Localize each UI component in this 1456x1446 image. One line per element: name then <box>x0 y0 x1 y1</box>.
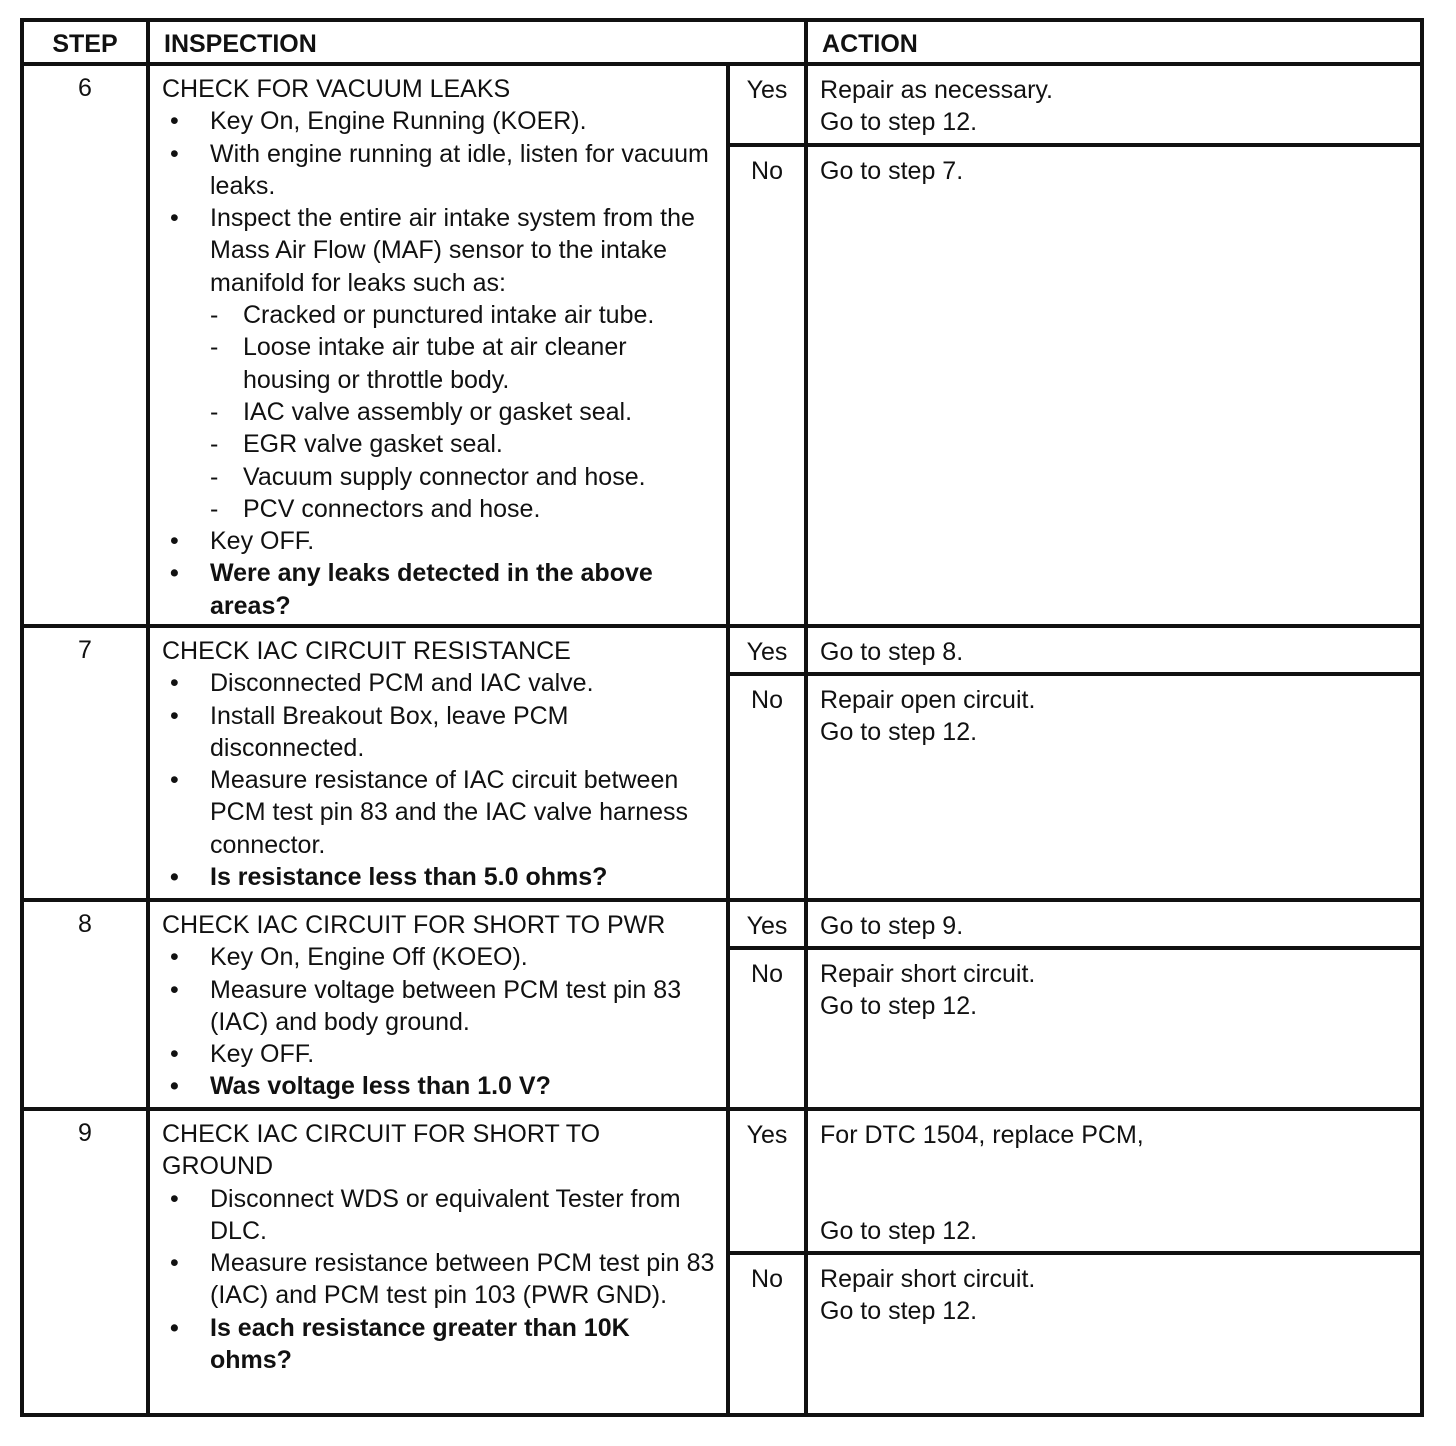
bullet-icon: • <box>170 1072 179 1101</box>
action-line: Go to step 8. <box>820 638 964 666</box>
inspection-header: INSPECTION <box>148 20 806 64</box>
inspection-item: • Inspect the entire air intake system from the Mass Air Flow (MAF) sensor to the intake manifold for leaks such as: <box>162 202 716 299</box>
dash-icon: - <box>210 430 219 459</box>
inspection-subitem: - PCV connectors and hose. <box>210 493 716 525</box>
bullet-icon: • <box>170 1313 179 1342</box>
inspection-cell <box>148 64 728 626</box>
bullet-icon: • <box>170 527 179 556</box>
action-line: Repair open circuit. <box>820 686 1036 714</box>
bullet-icon: • <box>170 559 179 588</box>
inspection-subitem: - Vacuum supply connector and hose. <box>210 461 716 493</box>
inspection-item: • Disconnected PCM and IAC valve. <box>162 667 716 699</box>
inspection-subitem: - Loose intake air tube at air cleaner housing or throttle body. <box>210 331 716 396</box>
action-line: Go to step 12. <box>820 992 978 1020</box>
action-line: Repair as necessary. <box>820 76 1053 104</box>
inspection-item: • Install Breakout Box, leave PCM disconnected. <box>162 700 716 765</box>
yes-label: Yes <box>728 64 806 145</box>
inspection-item: • Disconnect WDS or equivalent Tester from DLC. <box>162 1183 716 1248</box>
step-number: 7 <box>22 626 148 900</box>
no-action <box>806 674 1422 900</box>
header-row <box>22 20 1422 64</box>
dash-icon: - <box>210 397 219 426</box>
bullet-icon: • <box>170 139 179 168</box>
dash-icon: - <box>210 494 219 523</box>
action-header: ACTION <box>806 20 1422 64</box>
yes-action <box>806 626 1422 674</box>
action-line: Go to step 12. <box>820 1217 978 1245</box>
no-action <box>806 145 1422 626</box>
no-action <box>806 948 1422 1109</box>
action-line: Repair short circuit. <box>820 960 1036 988</box>
inspection-item: • Measure voltage between PCM test pin 83 (IAC) and body ground. <box>162 974 716 1039</box>
bullet-icon: • <box>170 943 179 972</box>
action-line: Go to step 12. <box>820 108 978 136</box>
step-6-yes-row <box>22 64 1422 145</box>
yes-label: Yes <box>728 900 806 948</box>
action-line: Go to step 12. <box>820 718 978 746</box>
step-header: STEP <box>22 20 148 64</box>
dash-icon: - <box>210 462 219 491</box>
action-line: Repair short circuit. <box>820 1265 1036 1293</box>
yes-label: Yes <box>728 626 806 674</box>
bullet-icon: • <box>170 975 179 1004</box>
step-7-yes-row <box>22 626 1422 674</box>
inspection-item: • Key OFF. <box>162 1038 716 1070</box>
bullet-icon: • <box>170 766 179 795</box>
action-line: Go to step 12. <box>820 1297 978 1325</box>
inspection-question: • Is resistance less than 5.0 ohms? <box>162 861 716 893</box>
bullet-icon: • <box>170 204 179 233</box>
inspection-cell <box>148 626 728 900</box>
yes-label: Yes <box>728 1109 806 1253</box>
inspection-question: • Was voltage less than 1.0 V? <box>162 1070 716 1102</box>
diagnostic-table <box>20 18 1424 1417</box>
step-number: 8 <box>22 900 148 1109</box>
inspection-item: • Measure resistance of IAC circuit between PCM test pin 83 and the IAC valve harness connector. <box>162 764 716 861</box>
inspection-title: CHECK IAC CIRCUIT RESISTANCE <box>162 637 571 665</box>
action-line: Go to step 7. <box>820 157 964 185</box>
inspection-item: • Key On, Engine Running (KOER). <box>162 105 716 137</box>
inspection-item: • Key On, Engine Off (KOEO). <box>162 941 716 973</box>
yes-action <box>806 1109 1422 1253</box>
action-line: Go to step 9. <box>820 912 964 940</box>
bullet-icon: • <box>170 107 179 136</box>
inspection-title: CHECK FOR VACUUM LEAKS <box>162 75 511 103</box>
dash-icon: - <box>210 301 219 330</box>
inspection-subitem: - IAC valve assembly or gasket seal. <box>210 396 716 428</box>
step-number: 9 <box>22 1109 148 1415</box>
step-number: 6 <box>22 64 148 626</box>
no-label: No <box>728 674 806 900</box>
action-line: For DTC 1504, replace PCM, <box>820 1121 1144 1149</box>
bullet-icon: • <box>170 1249 179 1278</box>
inspection-subitem: - EGR valve gasket seal. <box>210 428 716 460</box>
bullet-icon: • <box>170 669 179 698</box>
inspection-item: • With engine running at idle, listen for vacuum leaks. <box>162 138 716 203</box>
dash-icon: - <box>210 333 219 362</box>
step-9-yes-row <box>22 1109 1422 1253</box>
inspection-cell <box>148 900 728 1109</box>
no-label: No <box>728 1253 806 1415</box>
inspection-title: CHECK IAC CIRCUIT FOR SHORT TO GROUND <box>162 1120 601 1181</box>
no-action <box>806 1253 1422 1415</box>
no-label: No <box>728 948 806 1109</box>
yes-action <box>806 900 1422 948</box>
inspection-item: • Measure resistance between PCM test pin 83 (IAC) and PCM test pin 103 (PWR GND). <box>162 1247 716 1312</box>
inspection-cell <box>148 1109 728 1415</box>
inspection-subitem: - Cracked or punctured intake air tube. <box>210 299 716 331</box>
bullet-icon: • <box>170 1040 179 1069</box>
yes-action <box>806 64 1422 145</box>
inspection-title: CHECK IAC CIRCUIT FOR SHORT TO PWR <box>162 911 666 939</box>
bullet-icon: • <box>170 1184 179 1213</box>
inspection-question: • Were any leaks detected in the above areas? <box>162 557 716 622</box>
bullet-icon: • <box>170 701 179 730</box>
bullet-icon: • <box>170 863 179 892</box>
inspection-item: • Key OFF. <box>162 525 716 557</box>
step-8-yes-row <box>22 900 1422 948</box>
no-label: No <box>728 145 806 626</box>
inspection-question: • Is each resistance greater than 10K ohms? <box>162 1312 716 1377</box>
